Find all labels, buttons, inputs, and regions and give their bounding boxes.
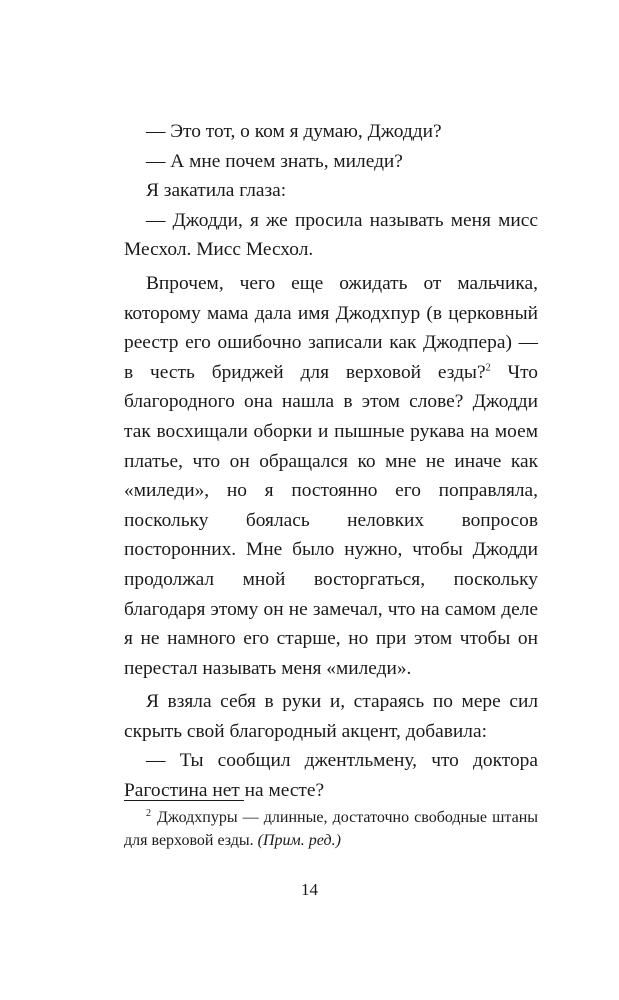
footnote [124, 806, 538, 852]
footnote-marker: 2 [146, 807, 151, 819]
paragraph: — А мне почем знать, миледи? [146, 150, 403, 172]
paragraph: — Джодди, я же просила называть меня мисс Месхол. Мисс Месхол. [124, 209, 538, 261]
footnote-reference: 2 [485, 362, 491, 374]
paragraph: Я взяла себя в руки и, стараясь по мере сил скрыть свой благородный акцент, добавила: [124, 691, 538, 742]
paragraph-text: Впрочем, чего еще ожидать от мальчика, которому мама дала имя Джодхпур (в церковный реестр его ошибочно записали как Джодпера) — в честь бриджей для верховой езды? [124, 272, 538, 383]
paragraph: — Это тот, о ком я думаю, Джодди? [146, 121, 442, 142]
footnote-divider [124, 800, 244, 801]
paragraph: Я закатила глаза: [146, 180, 287, 202]
page-number: 14 [301, 880, 318, 899]
paragraph-text: Что благородного она нашла в этом слове? Джодди так восхищали оборки и пышные рукава на моем платье, что он обращался ко мне не иначе как «миледи», но я постоянно его поправляла, поскольку боялась неловких вопросов посторонних. Мне было нужно, чтобы Джодди продолжал мной восторгаться, поскольку благодаря этому он не замечал, что на самом деле я не намного его старше, но при этом чтобы он перестал называть меня «миледи». [124, 361, 538, 679]
paragraph: — Ты сообщил джентльмену, что доктора Рагостина нет на месте? [124, 750, 538, 802]
footnote-editor-note: (Прим. ред.) [257, 832, 341, 849]
paragraph [124, 269, 538, 683]
footnote-text: Джодхпуры — длинные, достаточно свободные штаны для верховой езды. [124, 809, 538, 849]
body-text [124, 117, 538, 806]
